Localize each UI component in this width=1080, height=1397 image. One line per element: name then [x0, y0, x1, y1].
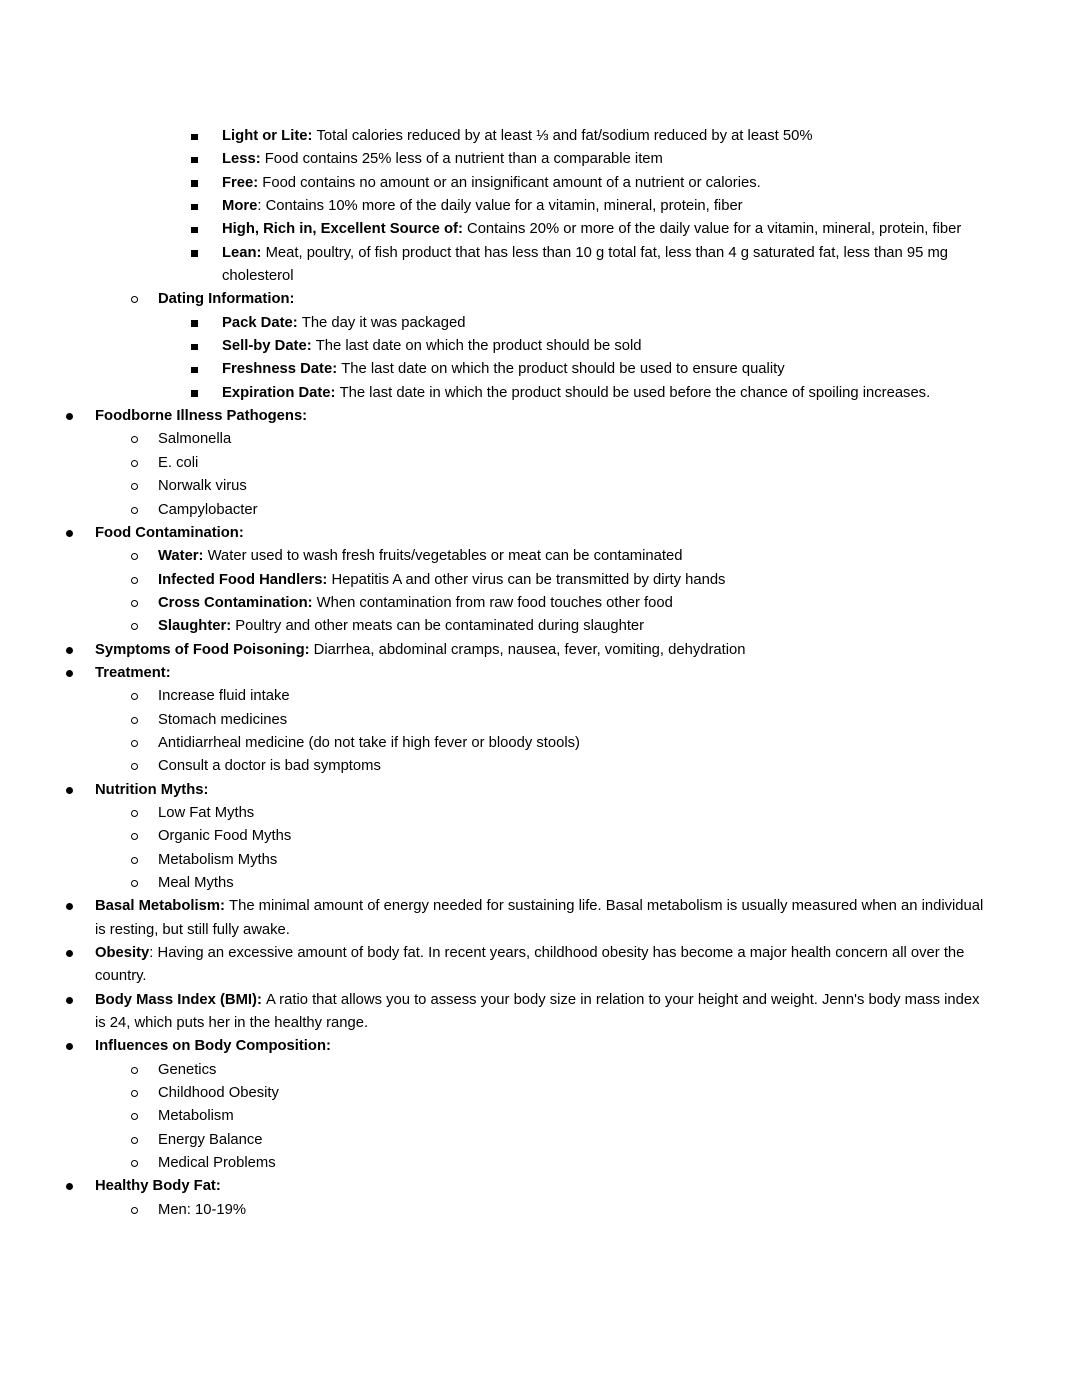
- list-item: [0, 218, 990, 241]
- circle-bullet-icon: [130, 1199, 158, 1222]
- list-item-text: Childhood Obesity: [158, 1085, 279, 1102]
- list-item-text: Body Mass Index (BMI): A ratio that allows you to assess your body size in relation to your height and weight. Jenn's body mass index is 24, which puts her in the healthy range.: [95, 991, 980, 1032]
- list-item-text: Influences on Body Composition:: [95, 1038, 331, 1055]
- disc-bullet-icon: [65, 989, 95, 1012]
- list-item-text: Healthy Body Fat:: [95, 1178, 221, 1195]
- square-bullet-icon: [190, 382, 222, 405]
- list-item: [0, 335, 990, 358]
- list-item-text: Infected Food Handlers: Hepatitis A and other virus can be transmitted by dirty hands: [158, 571, 726, 588]
- square-bullet-icon: [190, 242, 222, 265]
- list-item-text: High, Rich in, Excellent Source of: Contains 20% or more of the daily value for a vitamin, mineral, protein, fiber: [222, 221, 962, 238]
- disc-bullet-icon: [65, 1175, 95, 1198]
- square-bullet-icon: [190, 218, 222, 241]
- list-item: [0, 452, 990, 475]
- list-item: [0, 569, 990, 592]
- list-item-text: Salmonella: [158, 431, 232, 448]
- list-item-text: Antidiarrheal medicine (do not take if high fever or bloody stools): [158, 734, 580, 751]
- list-item-text: Freshness Date: The last date on which the product should be used to ensure quality: [222, 361, 785, 378]
- list-item-text: Consult a doctor is bad symptoms: [158, 758, 381, 775]
- disc-bullet-icon: [65, 779, 95, 802]
- circle-bullet-icon: [130, 802, 158, 825]
- list-item: [0, 358, 990, 381]
- list-item: [0, 1082, 990, 1105]
- list-item-text: Campylobacter: [158, 501, 258, 518]
- list-item: [0, 288, 990, 311]
- list-item-text: Stomach medicines: [158, 711, 288, 728]
- square-bullet-icon: [190, 312, 222, 335]
- list-item: [0, 709, 990, 732]
- list-item-text: Symptoms of Food Poisoning: Diarrhea, abdominal cramps, nausea, fever, vomiting, dehydration: [95, 641, 746, 658]
- circle-bullet-icon: [130, 569, 158, 592]
- circle-bullet-icon: [130, 1059, 158, 1082]
- list-item-text: Lean: Meat, poultry, of fish product that has less than 10 g total fat, less than 4 g saturated fat, less than 95 mg cholesterol: [222, 244, 948, 285]
- list-item: [0, 312, 990, 335]
- circle-bullet-icon: [130, 475, 158, 498]
- circle-bullet-icon: [130, 1105, 158, 1128]
- list-item-text: Foodborne Illness Pathogens:: [95, 408, 308, 425]
- list-item: [0, 1105, 990, 1128]
- square-bullet-icon: [190, 172, 222, 195]
- list-item-text: Water: Water used to wash fresh fruits/vegetables or meat can be contaminated: [158, 548, 683, 565]
- list-item-text: Treatment:: [95, 664, 171, 681]
- list-item: [0, 779, 990, 802]
- circle-bullet-icon: [130, 428, 158, 451]
- list-item-text: Pack Date: The day it was packaged: [222, 314, 466, 331]
- list-item: [0, 872, 990, 895]
- square-bullet-icon: [190, 358, 222, 381]
- square-bullet-icon: [190, 148, 222, 171]
- list-item: [0, 662, 990, 685]
- list-item-text: Expiration Date: The last date in which the product should be used before the chance of spoiling increases.: [222, 384, 931, 401]
- list-item: [0, 172, 990, 195]
- list-item-text: Medical Problems: [158, 1155, 276, 1172]
- circle-bullet-icon: [130, 499, 158, 522]
- list-item-text: Meal Myths: [158, 875, 234, 891]
- list-item-text: Sell-by Date: The last date on which the product should be sold: [222, 338, 642, 355]
- list-item-text: E. coli: [158, 454, 199, 471]
- list-item-text: Metabolism Myths: [158, 851, 278, 868]
- disc-bullet-icon: [65, 1035, 95, 1058]
- list-item: [0, 825, 990, 848]
- list-item: [0, 428, 990, 451]
- list-item: [0, 1059, 990, 1082]
- list-item: [0, 895, 990, 942]
- disc-bullet-icon: [65, 895, 95, 918]
- list-item: [0, 615, 990, 638]
- list-item: [0, 1175, 990, 1198]
- square-bullet-icon: [190, 195, 222, 218]
- list-item: [0, 1035, 990, 1058]
- list-item: [0, 499, 990, 522]
- disc-bullet-icon: [65, 639, 95, 662]
- circle-bullet-icon: [130, 592, 158, 615]
- square-bullet-icon: [190, 335, 222, 358]
- list-item: [0, 545, 990, 568]
- circle-bullet-icon: [130, 825, 158, 848]
- list-item: [0, 405, 990, 428]
- list-item-text: More: Contains 10% more of the daily value for a vitamin, mineral, protein, fiber: [222, 198, 743, 215]
- list-item: [0, 195, 990, 218]
- list-item-text: Light or Lite: Total calories reduced by at least ⅓ and fat/sodium reduced by at least 50%: [222, 128, 813, 144]
- list-item: [0, 802, 990, 825]
- circle-bullet-icon: [130, 732, 158, 755]
- list-item: [0, 382, 990, 405]
- square-bullet-icon: [190, 125, 222, 148]
- list-item-text: Energy Balance: [158, 1131, 263, 1148]
- list-item-text: Organic Food Myths: [158, 828, 292, 845]
- list-item-text: Food Contamination:: [95, 524, 244, 541]
- circle-bullet-icon: [130, 288, 158, 311]
- disc-bullet-icon: [65, 942, 95, 965]
- circle-bullet-icon: [130, 685, 158, 708]
- list-item: [0, 732, 990, 755]
- document-body: [0, 125, 990, 1222]
- circle-bullet-icon: [130, 1129, 158, 1152]
- list-item: [0, 1129, 990, 1152]
- list-item-text: Men: 10-19%: [158, 1201, 247, 1218]
- list-item-text: Basal Metabolism: The minimal amount of energy needed for sustaining life. Basal metabolism is usually measured when an individual is resting, but still fully awake.: [95, 898, 984, 938]
- disc-bullet-icon: [65, 662, 95, 685]
- list-item: [0, 475, 990, 498]
- list-item-text: Nutrition Myths:: [95, 781, 209, 798]
- list-item: [0, 849, 990, 872]
- list-item: [0, 1199, 990, 1222]
- list-item-text: Norwalk virus: [158, 478, 247, 495]
- list-item-text: Metabolism: [158, 1108, 234, 1125]
- list-item: [0, 1152, 990, 1175]
- list-item: [0, 989, 990, 1036]
- circle-bullet-icon: [130, 1152, 158, 1175]
- list-item: [0, 755, 990, 778]
- circle-bullet-icon: [130, 709, 158, 732]
- list-item: [0, 242, 990, 289]
- disc-bullet-icon: [65, 522, 95, 545]
- list-item-text: Increase fluid intake: [158, 688, 290, 705]
- list-item-text: Genetics: [158, 1061, 217, 1078]
- list-item: [0, 125, 990, 148]
- list-item-text: Dating Information:: [158, 291, 295, 308]
- disc-bullet-icon: [65, 405, 95, 428]
- circle-bullet-icon: [130, 545, 158, 568]
- list-item: [0, 942, 990, 989]
- circle-bullet-icon: [130, 755, 158, 778]
- circle-bullet-icon: [130, 1082, 158, 1105]
- list-item-text: Slaughter: Poultry and other meats can be contaminated during slaughter: [158, 618, 645, 635]
- list-item: [0, 639, 990, 662]
- list-item-text: Cross Contamination: When contamination from raw food touches other food: [158, 594, 673, 611]
- list-item: [0, 592, 990, 615]
- circle-bullet-icon: [130, 452, 158, 475]
- list-item: [0, 522, 990, 545]
- circle-bullet-icon: [130, 615, 158, 638]
- circle-bullet-icon: [130, 872, 158, 895]
- list-item-text: Free: Food contains no amount or an insignificant amount of a nutrient or calories.: [222, 174, 761, 191]
- circle-bullet-icon: [130, 849, 158, 872]
- list-item-text: Low Fat Myths: [158, 804, 255, 821]
- list-item-text: Less: Food contains 25% less of a nutrient than a comparable item: [222, 151, 663, 168]
- list-item-text: Obesity: Having an excessive amount of body fat. In recent years, childhood obesity has become a major health concern all over the country.: [95, 945, 965, 985]
- list-item: [0, 685, 990, 708]
- list-item: [0, 148, 990, 171]
